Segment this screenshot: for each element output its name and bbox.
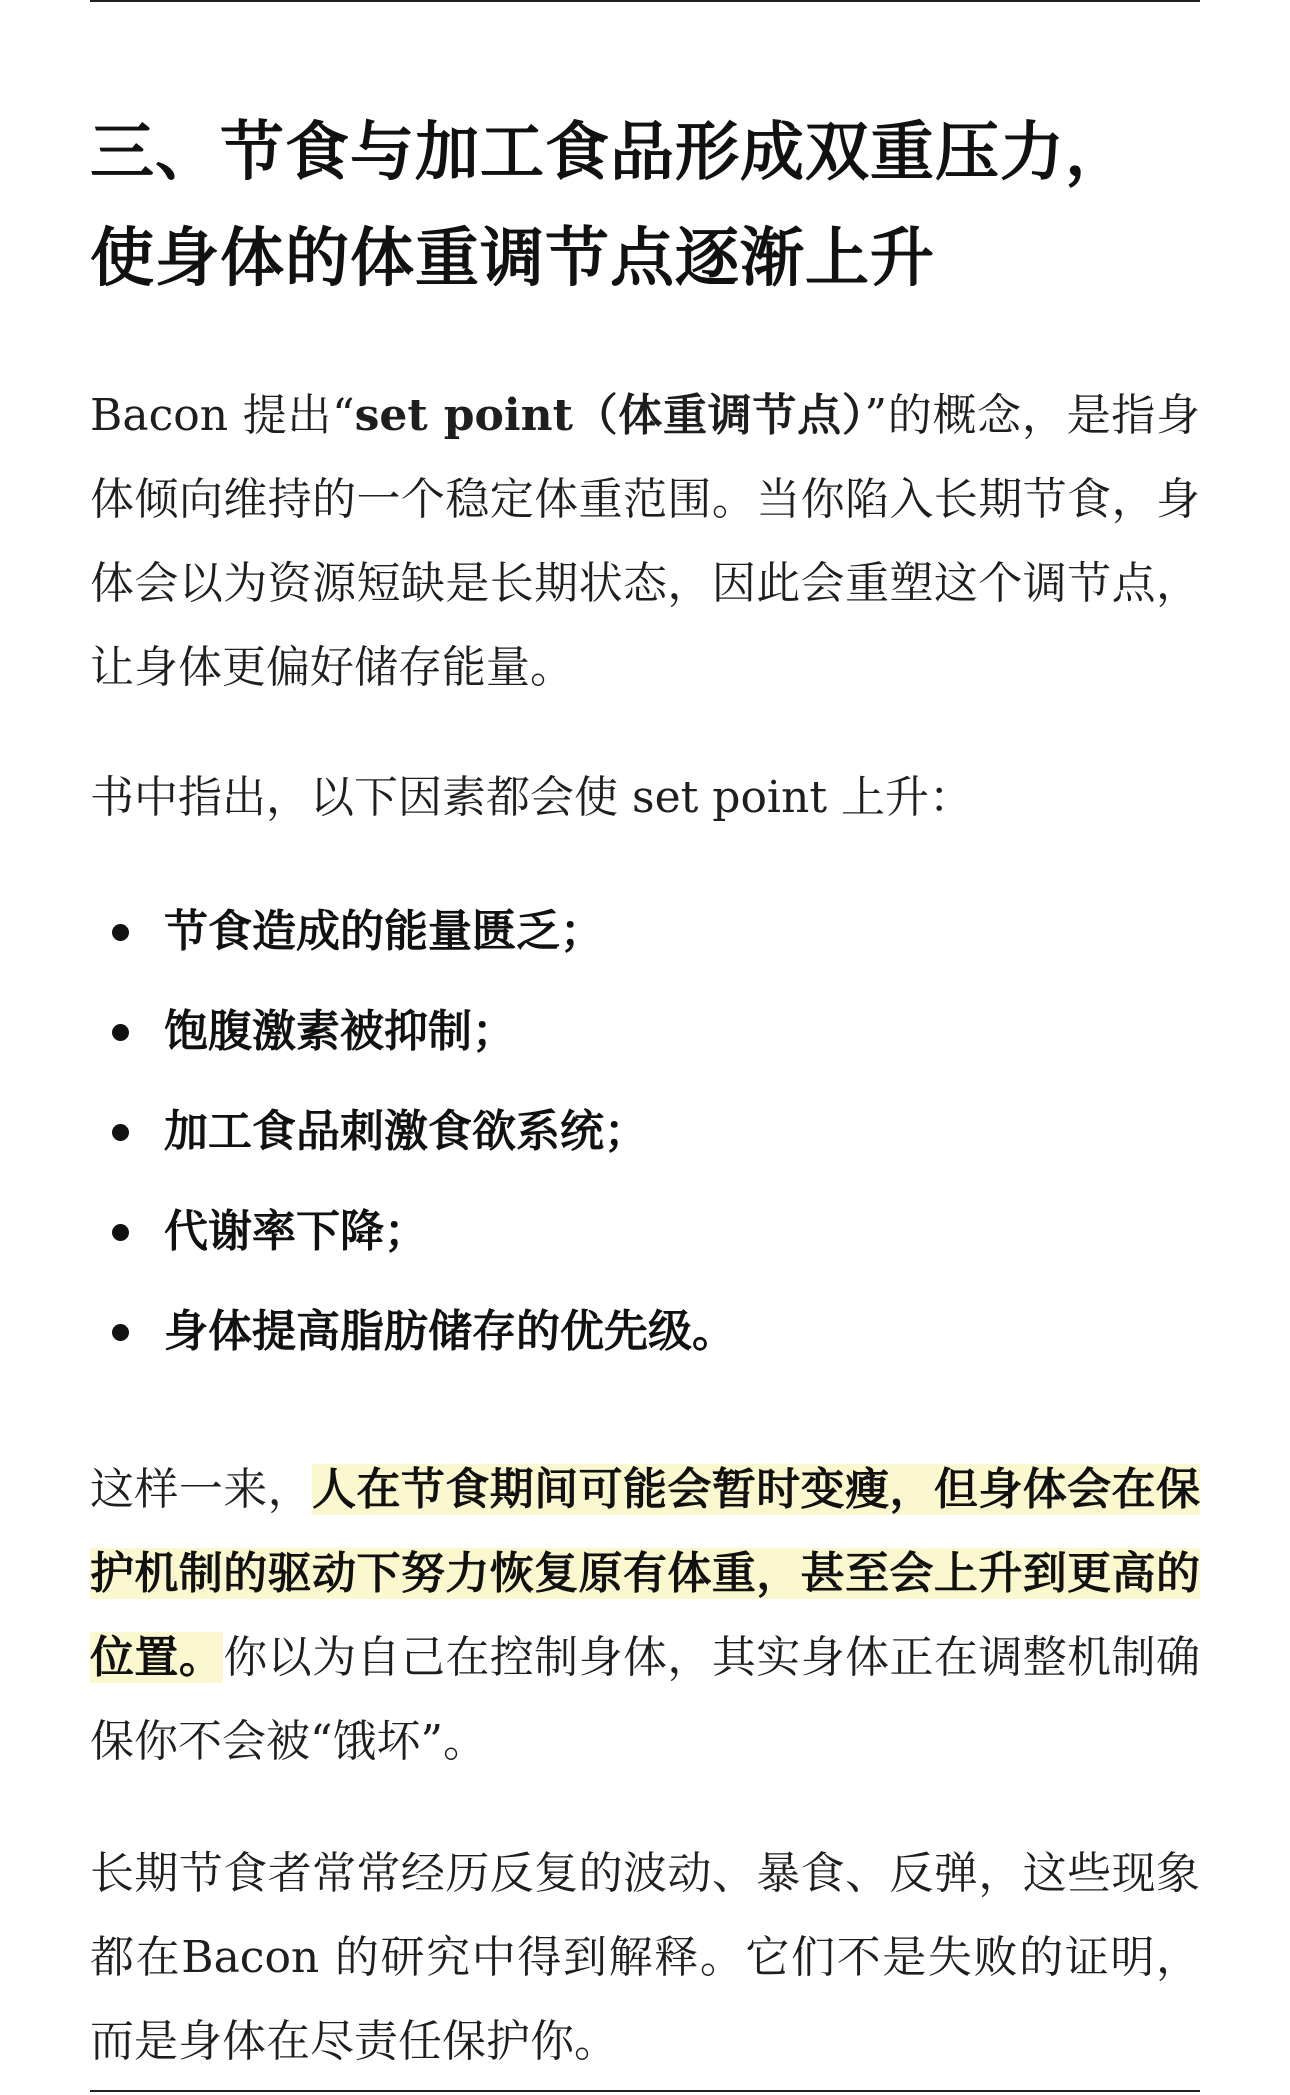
paragraph-1-prefix: Bacon 提出“	[90, 390, 355, 441]
article-body	[90, 100, 1200, 2084]
list-item: 节食造成的能量匮乏；	[90, 898, 1200, 998]
factor-list	[90, 898, 1200, 1398]
set-point-term: set point（体重调节点）	[354, 390, 865, 441]
bullet-icon	[112, 1324, 129, 1341]
top-divider	[90, 0, 1200, 2]
heading-line-1: 三、节食与加工食品形成双重压力，	[90, 116, 1130, 190]
bullet-icon	[112, 1124, 129, 1141]
list-item: 饱腹激素被抑制；	[90, 998, 1200, 1098]
paragraph-set-point	[90, 374, 1200, 710]
highlighted-text: 人在节食期间可能会暂时变瘦，但身体会在保护机制的驱动下努力恢复原有体重，甚至会上升到更高的位置。	[90, 1464, 1201, 1683]
bullet-icon	[112, 1024, 129, 1041]
list-item: 代谢率下降；	[90, 1198, 1200, 1298]
paragraph-consequence	[90, 1448, 1200, 1784]
bullet-icon	[112, 924, 129, 941]
list-item: 身体提高脂肪储存的优先级。	[90, 1298, 1200, 1398]
paragraph-1-suffix: ”的概念，是指身体倾向维持的一个稳定体重范围。当你陷入长期节食，身体会以为资源短缺是长期状态，因此会重塑这个调节点，让身体更偏好储存能量。	[90, 390, 1200, 693]
paragraph-conclusion: 长期节食者常常经历反复的波动、暴食、反弹，这些现象都在Bacon 的研究中得到解释。它们不是失败的证明，而是身体在尽责任保护你。	[90, 1848, 1200, 2067]
heading-line-2: 使身体的体重调节点逐渐上升	[90, 222, 935, 296]
bullet-icon	[112, 1224, 129, 1241]
paragraph-3-prefix: 这样一来，	[90, 1464, 313, 1515]
list-item: 加工食品刺激食欲系统；	[90, 1098, 1200, 1198]
paragraph-factors-intro: 书中指出，以下因素都会使 set point 上升：	[90, 772, 974, 823]
section-heading	[90, 100, 1200, 312]
paragraph-3-suffix: 你以为自己在控制身体，其实身体正在调整机制确保你不会被“饿坏”。	[90, 1632, 1200, 1767]
bottom-divider	[90, 2090, 1200, 2092]
